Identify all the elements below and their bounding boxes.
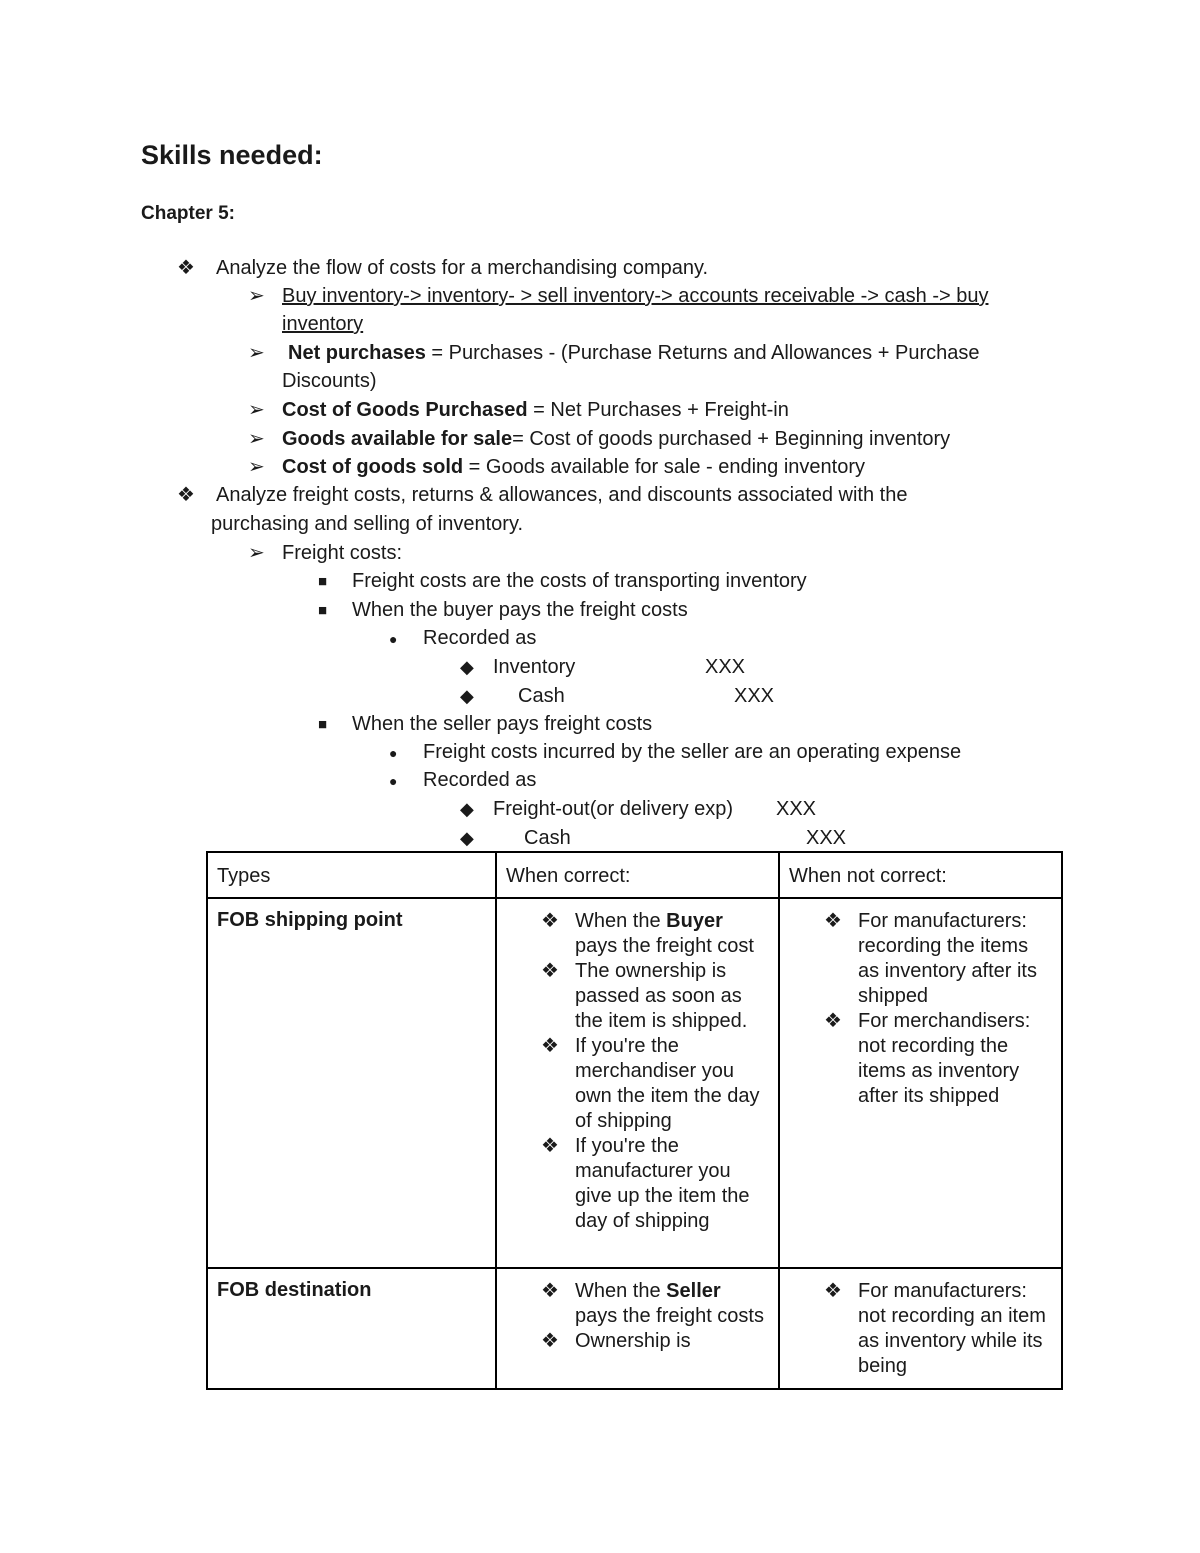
table-row [207, 898, 1062, 1268]
buyer-pays-freight: When the buyer pays the freight costs [352, 599, 688, 621]
cost-flow-line-1: Buy inventory-> inventory- > sell inventory-> accounts receivable -> cash -> buy [282, 285, 989, 307]
square-bullet-icon: ■ [318, 602, 328, 619]
arrowhead-bullet-icon: ➢ [248, 399, 265, 421]
solid-diamond-bullet-icon: ◆ [460, 686, 474, 706]
solid-diamond-bullet-icon: ◆ [460, 799, 474, 819]
freight-costs-definition: Freight costs are the costs of transporting inventory [352, 570, 807, 592]
arrowhead-bullet-icon: ➢ [248, 542, 265, 564]
diamond-four-bullet-icon: ❖ [824, 1280, 842, 1302]
cost-of-goods-purchased-formula: Cost of Goods Purchased = Net Purchases + Freight-in [282, 399, 789, 421]
journal-entry-debit-amount: XXX [705, 656, 746, 678]
list-item: ❖ For manufacturers: recording the items as inventory after its shipped [824, 910, 1037, 1007]
list-item: ❖ If you're the manufacturer you give up the item the day of shipping [541, 1135, 750, 1232]
table-header-row [207, 852, 1062, 898]
goods-available-formula: Goods available for sale= Cost of goods purchased + Beginning inventory [282, 428, 951, 450]
diamond-four-bullet-icon: ❖ [177, 484, 195, 506]
list-item: ❖ When the Seller pays the freight costs [541, 1280, 764, 1327]
fob-terms-table [206, 851, 1063, 1390]
seller-pays-freight: When the seller pays freight costs [352, 713, 653, 735]
diamond-four-bullet-icon: ❖ [541, 1035, 559, 1057]
journal-entry-cash-amount: XXX [806, 827, 847, 849]
round-bullet-icon: ● [389, 631, 398, 647]
chapter-heading: Chapter 5: [141, 203, 235, 224]
list-item: ❖ For manufacturers: not recording an item as inventory while its being [824, 1280, 1046, 1377]
arrowhead-bullet-icon: ➢ [248, 456, 265, 478]
freight-costs-heading: Freight costs: [282, 542, 403, 564]
when-correct-cell [496, 898, 779, 1268]
fob-type-cell [207, 1268, 496, 1389]
diamond-four-bullet-icon: ❖ [541, 960, 559, 982]
header-when-correct: When correct: [496, 852, 779, 898]
arrowhead-bullet-icon: ➢ [248, 285, 265, 307]
diamond-four-bullet-icon: ❖ [177, 257, 195, 279]
diamond-four-bullet-icon: ❖ [824, 1010, 842, 1032]
journal-entry-cash-account: Cash [524, 827, 571, 849]
bullet-flow-of-costs: Analyze the flow of costs for a merchandising company. [216, 257, 709, 279]
bullet-freight-analysis: Analyze freight costs, returns & allowances, and discounts associated with the [216, 484, 908, 506]
arrowhead-bullet-icon: ➢ [248, 342, 265, 364]
table-row [207, 1268, 1062, 1389]
solid-diamond-bullet-icon: ◆ [460, 828, 474, 848]
square-bullet-icon: ■ [318, 716, 328, 733]
bullet-freight-analysis-cont: purchasing and selling of inventory. [211, 513, 524, 535]
square-bullet-icon: ■ [318, 573, 328, 590]
fob-destination-label: FOB destination [217, 1279, 372, 1301]
recorded-as-buyer: Recorded as [423, 627, 537, 649]
list-item: ❖ If you're the merchandiser you own the item the day of shipping [541, 1035, 760, 1132]
when-not-correct-cell [779, 898, 1062, 1268]
net-purchases-formula-cont: Discounts) [282, 370, 377, 392]
fob-shipping-point-label: FOB shipping point [217, 909, 403, 931]
journal-entry-credit-amount: XXX [734, 685, 775, 707]
when-not-correct-cell [779, 1268, 1062, 1389]
fob-type-cell [207, 898, 496, 1268]
journal-entry-freight-out-account: Freight-out(or delivery exp) [493, 798, 734, 820]
journal-entry-debit-account: Inventory [493, 656, 576, 678]
diamond-four-bullet-icon: ❖ [541, 1280, 559, 1302]
cost-of-goods-sold-formula: Cost of goods sold = Goods available for sale - ending inventory [282, 456, 865, 478]
seller-freight-expense: Freight costs incurred by the seller are an operating expense [423, 741, 962, 763]
header-when-not-correct: When not correct: [779, 852, 1062, 898]
round-bullet-icon: ● [389, 745, 398, 761]
cost-flow-line-2: inventory [282, 313, 364, 335]
when-correct-cell [496, 1268, 779, 1389]
page-title: Skills needed: [141, 140, 323, 170]
header-types: Types [207, 852, 496, 898]
list-item: ❖ The ownership is passed as soon as the item is shipped. [541, 960, 748, 1032]
journal-entry-credit-account: Cash [518, 685, 565, 707]
list-item: ❖ For merchandisers: not recording the items as inventory after its shipped [824, 1010, 1031, 1107]
net-purchases-formula: Net purchases = Purchases - (Purchase Returns and Allowances + Purchase [288, 342, 980, 364]
diamond-four-bullet-icon: ❖ [541, 910, 559, 932]
diamond-four-bullet-icon: ❖ [541, 1135, 559, 1157]
recorded-as-seller: Recorded as [423, 769, 537, 791]
diamond-four-bullet-icon: ❖ [824, 910, 842, 932]
list-item: ❖ When the Buyer pays the freight cost [541, 910, 754, 957]
list-item: ❖ Ownership is [541, 1330, 691, 1352]
arrowhead-bullet-icon: ➢ [248, 428, 265, 450]
round-bullet-icon: ● [389, 773, 398, 789]
journal-entry-freight-out-amount: XXX [776, 798, 817, 820]
diamond-four-bullet-icon: ❖ [541, 1330, 559, 1352]
solid-diamond-bullet-icon: ◆ [460, 657, 474, 677]
